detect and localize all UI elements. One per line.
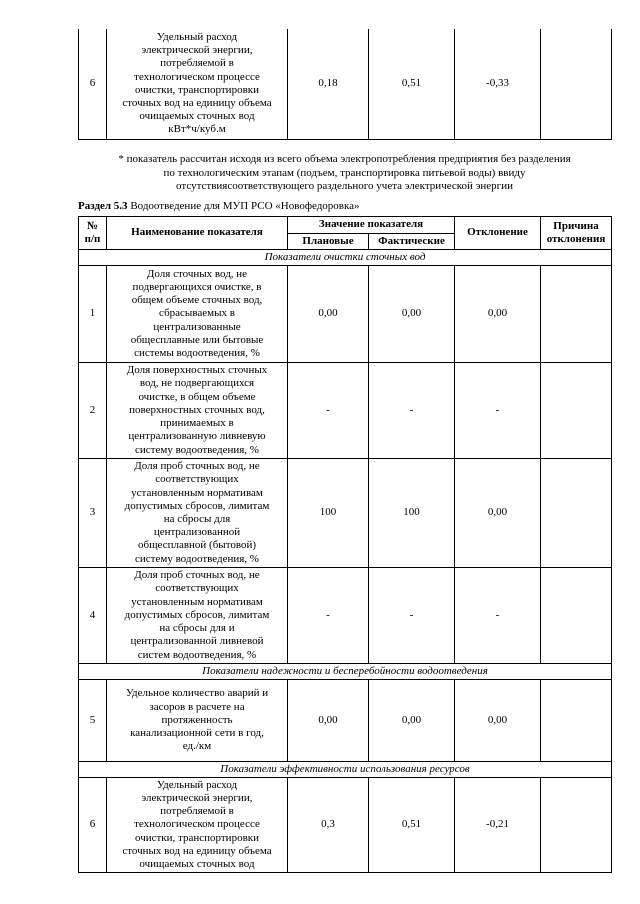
group-title: Показатели надежности и бесперебойности водоотведения [79,664,612,680]
name-line: кВт*ч/куб.м [168,123,226,136]
name-line: очистки, транспортировки [134,83,259,96]
group-row [79,762,612,778]
name-line: установленным нормативам [131,595,263,608]
indicator-name [107,680,288,762]
name-line: соответствующих [155,473,239,486]
name-line: засоров в расчете на [149,700,245,713]
indicator-name [107,459,288,568]
deviation-value: - [455,363,541,459]
name-line: Удельный расход [156,30,238,43]
table-row [79,680,612,762]
name-line: протяженность [161,713,233,726]
plan-value: - [288,363,369,459]
plan-value: 0,18 [288,29,369,139]
table-row [79,266,612,363]
name-line: на сбросы для [163,513,231,525]
group-title: Показатели эффективности использования ресурсов [79,762,612,778]
row-number: 6 [79,778,107,873]
name-line: Удельное количество аварий и [125,687,269,700]
name-line: Доля проб сточных вод, не [134,460,260,473]
name-line: Доля поверхностных сточных [126,364,268,377]
continued-table [78,29,612,140]
row-number: 5 [79,680,107,762]
indicator-name [107,29,288,139]
name-line: допустимых сбросов, лимитам [124,608,270,621]
fact-value: 0,00 [369,680,455,762]
deviation-value: 0,00 [455,266,541,363]
name-line: централизованной [153,526,241,539]
reason-value [541,266,612,363]
indicator-name [107,568,288,664]
row-number: 6 [79,29,107,139]
fact-value: 0,51 [369,29,455,139]
header-value-group: Значение показателя [288,217,455,234]
group-row [79,664,612,680]
name-line: допустимых сбросов, лимитам [124,499,270,512]
name-line: сточных вод на единицу объема [122,96,272,109]
name-line: очистке, в общем объеме [138,390,256,403]
table-row [79,459,612,568]
name-line: на сбросы для и [159,622,235,635]
name-line: очищаемых сточных вод [139,858,255,870]
footnote-line: отсутствиясоответствующего раздельного учета электрической энергии [176,180,513,192]
table-row [79,29,612,139]
name-line: Удельный расход [156,778,238,791]
deviation-value: -0,21 [455,778,541,873]
table-row [79,568,612,664]
footnote [78,153,611,194]
name-line: электрической энергии, [141,791,253,804]
row-number: 1 [79,266,107,363]
table-row [79,363,612,459]
name-line: систему водоотведения, % [135,443,259,456]
name-line: технологическом процессе [134,70,260,83]
plan-value: 0,00 [288,680,369,762]
row-number: 2 [79,363,107,459]
header-row [79,217,612,234]
name-line: принимаемых в [160,417,234,430]
header-text: п/п [84,233,101,245]
name-line: электрической энергии, [141,44,253,57]
name-line: общесплавные или бытовые [130,333,264,346]
name-line: Доля проб сточных вод, не [134,569,260,582]
footnote-line: * показатель рассчитан исходя из всего объема электропотребления предприятия без разделения [118,153,571,165]
indicator-name [107,363,288,459]
name-line: сбрасываемых в [159,307,235,320]
deviation-value: 0,00 [455,459,541,568]
reason-value [541,568,612,664]
header-text: № [86,219,99,232]
name-line: систем водоотведения, % [137,648,257,661]
name-line: общесплавной (бытовой) [137,539,257,552]
fact-value: - [369,363,455,459]
plan-value: 0,00 [288,266,369,363]
fact-value: 100 [369,459,455,568]
header-text: отклонения [546,233,606,245]
name-line: системы водоотведения, % [134,347,260,359]
deviation-value: - [455,568,541,664]
header-plan: Плановые [288,234,369,250]
name-line: потребляемой в [160,57,234,70]
reason-value [541,778,612,873]
indicator-name [107,266,288,363]
name-line: Доля сточных вод, не [146,267,248,280]
name-line: централизованные [153,320,241,333]
fact-value: - [369,568,455,664]
name-line: подвергающихся очистке, в [132,280,262,293]
table-row [79,778,612,873]
indicator-name [107,778,288,873]
deviation-value: 0,00 [455,680,541,762]
group-row [79,250,612,266]
name-line: установленным нормативам [131,486,263,499]
plan-value: 100 [288,459,369,568]
fact-value: 0,00 [369,266,455,363]
name-line: сточных вод на единицу объема [122,844,272,857]
reason-value [541,459,612,568]
name-line: очистки, транспортировки [134,831,259,844]
name-line: централизованную ливневую [128,430,266,443]
indicators-table [78,216,612,873]
name-line: поверхностных сточных вод, [129,403,265,416]
name-line: соответствующих [155,582,239,595]
name-line: канализационной сети в год, [130,727,264,740]
header-num [79,217,107,250]
section-label: Раздел 5.3 [78,200,128,212]
section-heading [78,200,360,213]
header-deviation: Отклонение [455,217,541,250]
section-title: Водоотведение для МУП РСО «Новофедоровка» [127,200,360,212]
reason-value [541,363,612,459]
plan-value: - [288,568,369,664]
header-reason [541,217,612,250]
name-line: ед./км [182,740,212,753]
footnote-line: по технологическим этапам (подъем, транспортировка питьевой воды) ввиду [163,166,526,179]
name-line: централизованной ливневой [130,635,264,648]
header-text: Причина [553,219,599,232]
reason-value [541,29,612,139]
row-number: 4 [79,568,107,664]
row-number: 3 [79,459,107,568]
header-name: Наименование показателя [107,217,288,250]
plan-value: 0,3 [288,778,369,873]
name-line: систему водоотведения, % [135,552,259,565]
fact-value: 0,51 [369,778,455,873]
name-line: вод, не подвергающихся [139,377,255,390]
header-fact: Фактические [369,234,455,250]
deviation-value: -0,33 [455,29,541,139]
reason-value [541,680,612,762]
name-line: потребляемой в [160,805,234,818]
group-title: Показатели очистки сточных вод [79,250,612,266]
name-line: общем объеме сточных вод, [131,294,263,307]
name-line: технологическом процессе [134,818,260,831]
name-line: очищаемых сточных вод [139,110,255,123]
